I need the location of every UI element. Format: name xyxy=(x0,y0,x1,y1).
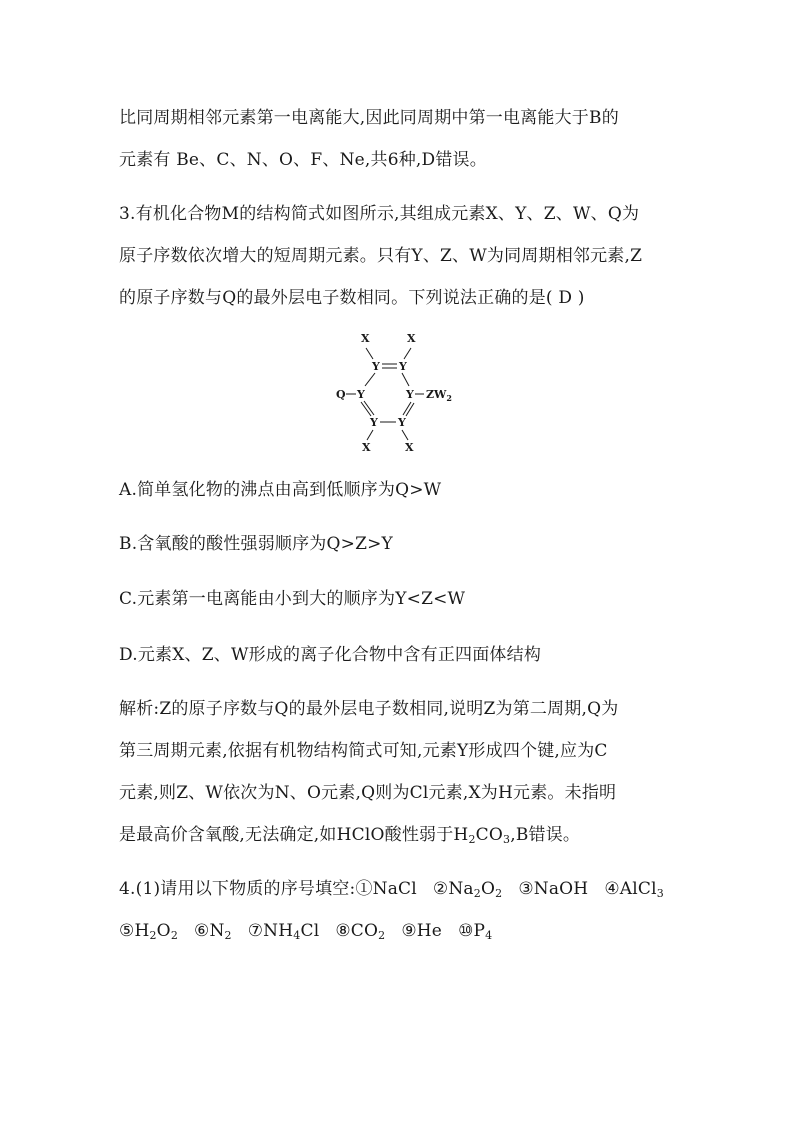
question-4-line-1: 4.(1)请用以下物质的序号填空:①NaCl $②Na_2O_2$ ③NaOH ④AlCl$_3$ xyxy=(119,879,664,900)
bond-y-x-bottom-right xyxy=(402,430,408,440)
atom-y-top-left: Y xyxy=(372,360,380,373)
question-3-line-1: 3.有机化合物M的结构简式如图所示,其组成元素X、Y、Z、W、Q为 xyxy=(119,204,640,224)
substance-2: $②Na_2O_2$ xyxy=(432,879,503,900)
option-b: B.含氧酸的酸性强弱顺序为Q>Z>Y xyxy=(119,534,393,554)
double-bond-right-b xyxy=(406,403,414,416)
analysis-line-1: 解析:Z的原子序数与Q的最外层电子数相同,说明Z为第二周期,Q为 xyxy=(119,699,619,719)
structure-diagram xyxy=(325,326,475,456)
bond-x-y-top-left xyxy=(366,348,373,359)
option-a: A.简单氢化物的沸点由高到低顺序为Q>W xyxy=(119,480,442,500)
analysis-line-2: 第三周期元素,依据有机物结构简式可知,元素Y形成四个键,应为C xyxy=(119,741,608,761)
question-4-line-2 xyxy=(119,919,492,943)
analysis-line-4: 是最高价含氧酸,无法确定,如HClO酸性弱于$H_2CO_3,B$错误。 xyxy=(119,825,581,846)
option-d: D.元素X、Z、W形成的离子化合物中含有正四面体结构 xyxy=(119,645,542,665)
substance-7: $⑦NH_4Cl$ xyxy=(247,921,320,942)
substance-9: ⑨He xyxy=(401,921,443,941)
atom-y-top-right: Y xyxy=(399,360,407,373)
substance-3: ③NaOH xyxy=(518,879,589,899)
substance-4: ④AlCl$_3$ xyxy=(604,879,664,900)
text-line-1: 比同周期相邻元素第一电离能大,因此同周期中第一电离能大于B的 xyxy=(119,108,619,128)
double-bond-right-a xyxy=(403,402,411,415)
atom-y-bottom-left: Y xyxy=(370,416,378,429)
substance-5: $⑤H_2O_2$ xyxy=(119,921,179,942)
atom-x-bottom-right: X xyxy=(405,441,414,454)
option-c: C.元素第一电离能由小到大的顺序为Y<Z<W xyxy=(119,589,466,609)
atom-x-bottom-left: X xyxy=(362,441,371,454)
question-3-line-2: 原子序数依次增大的短周期元素。只有Y、Z、W为同周期相邻元素,Z xyxy=(119,246,643,266)
bond-x-y-top-right xyxy=(404,348,411,359)
atom-y-mid-right: Y xyxy=(406,388,414,401)
atom-y-mid-left: Y xyxy=(357,388,365,401)
text-line-2: 元素有 Be、C、N、O、F、Ne,共6种,D错误。 xyxy=(119,150,487,170)
atom-y-bottom-right: Y xyxy=(398,416,406,429)
bond-y-y-right-upper xyxy=(402,373,409,386)
group-zw2: $ZW_2$ xyxy=(426,388,452,403)
substance-1: ①NaCl xyxy=(355,879,417,899)
atom-x-top-left: X xyxy=(361,332,370,345)
bond-y-y-left-upper xyxy=(365,373,375,386)
atom-q: Q xyxy=(336,388,346,401)
substance-10: $⑩P_4$ xyxy=(458,921,493,942)
substance-8: $⑧CO_2$ xyxy=(335,921,386,942)
atom-x-top-right: X xyxy=(407,332,416,345)
substance-6: $⑥N_2$ xyxy=(194,921,232,942)
bond-y-x-bottom-left xyxy=(367,430,373,440)
analysis-line-3: 元素,则Z、W依次为N、O元素,Q则为Cl元素,X为H元素。未指明 xyxy=(119,783,617,803)
question-3-line-3: 的原子序数与Q的最外层电子数相同。下列说法正确的是( D ) xyxy=(119,288,585,308)
